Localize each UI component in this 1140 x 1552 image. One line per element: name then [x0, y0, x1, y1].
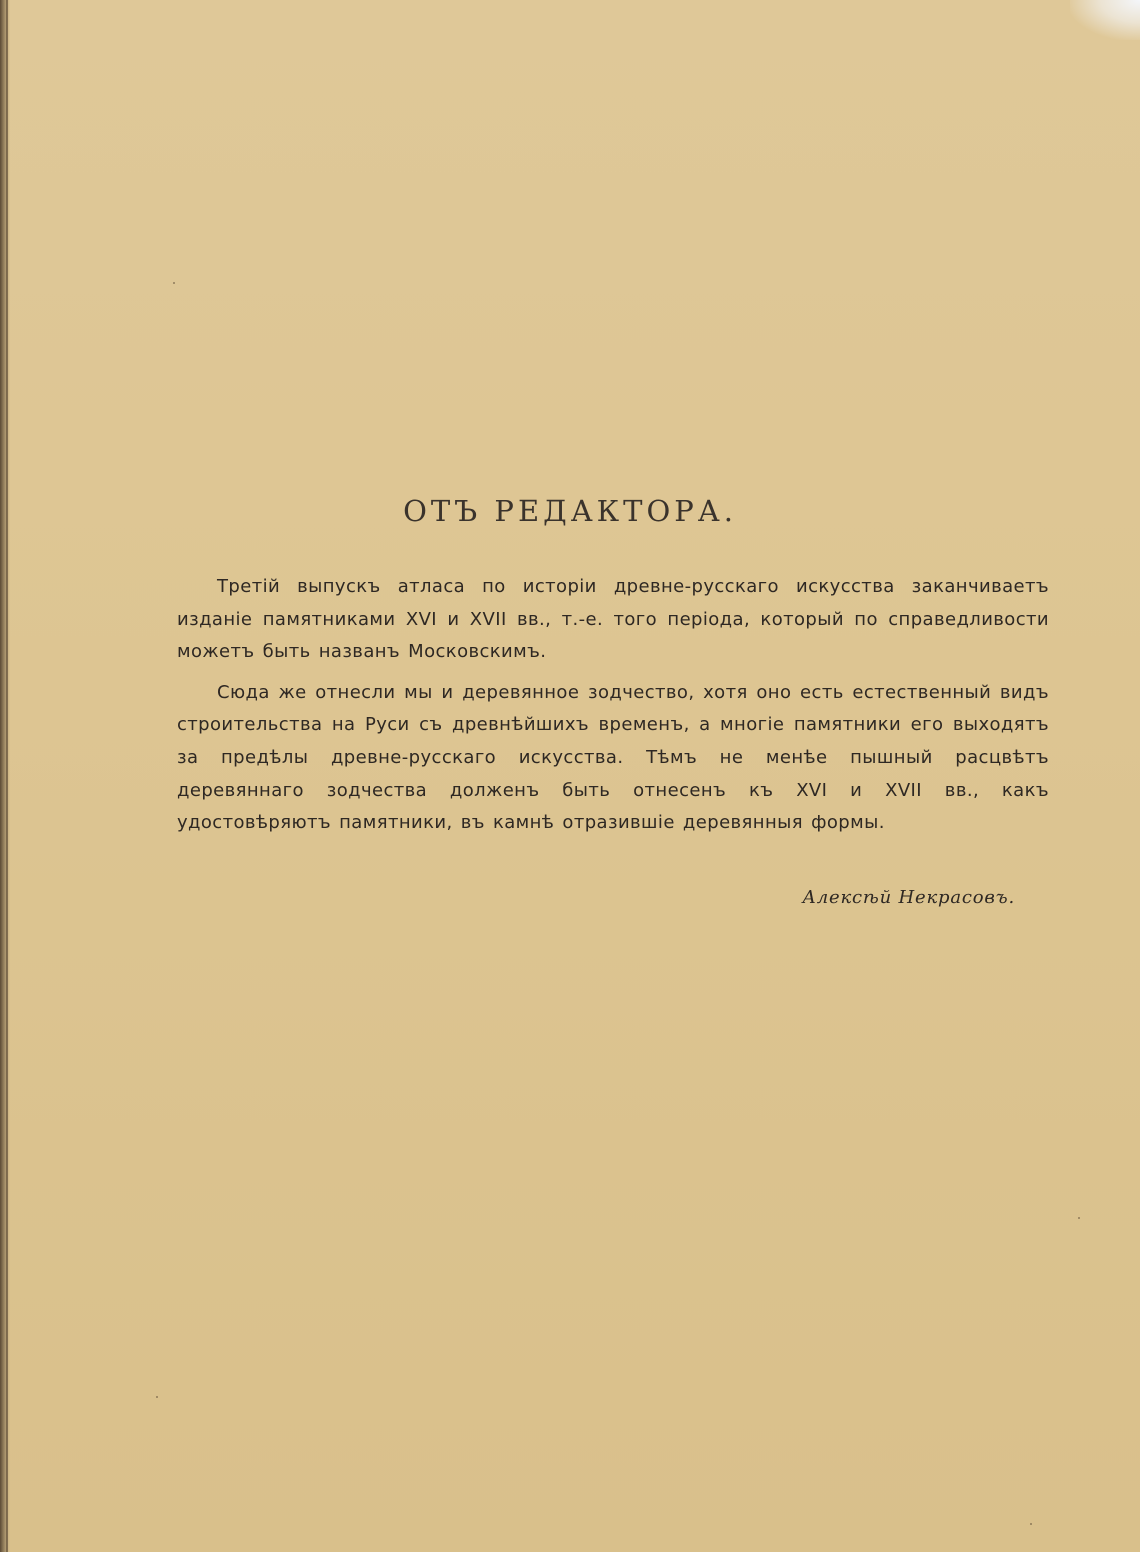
- paragraph-2: Сюда же отнесли мы и деревянное зодчество, хотя оно есть естественный видъ строительства на Руси съ древнѣйшихъ временъ, а многіе памятники его выходятъ за предѣлы древне-русскаго искусства. Тѣмъ не менѣе пышный расцвѣтъ деревяннаго зодчества долженъ быть отнесенъ къ XVI и XVII вв., какъ удостовѣряютъ памятники, въ камнѣ отразившіе деревянныя формы.: [177, 681, 1049, 834]
- body-text: [177, 571, 1049, 848]
- page-binding-edge: [0, 0, 10, 1552]
- page-title: ОТЪ РЕДАКТОРА.: [403, 494, 737, 528]
- paper-speck: [1078, 1217, 1080, 1219]
- page-binding-line: [6, 0, 8, 1552]
- paper-speck: [156, 1396, 158, 1398]
- scan-glare: [1070, 0, 1140, 40]
- paragraph-1: Третій выпускъ атласа по исторіи древне-русскаго искусства заканчиваетъ изданіе памятниками XVI и XVII вв., т.-е. того періода, который по справедливости можетъ быть названъ Московскимъ.: [177, 576, 1049, 663]
- paper-speck: [1030, 1523, 1032, 1525]
- paper-speck: [173, 282, 175, 284]
- author-signature: Алексѣй Некрасовъ.: [802, 887, 1015, 908]
